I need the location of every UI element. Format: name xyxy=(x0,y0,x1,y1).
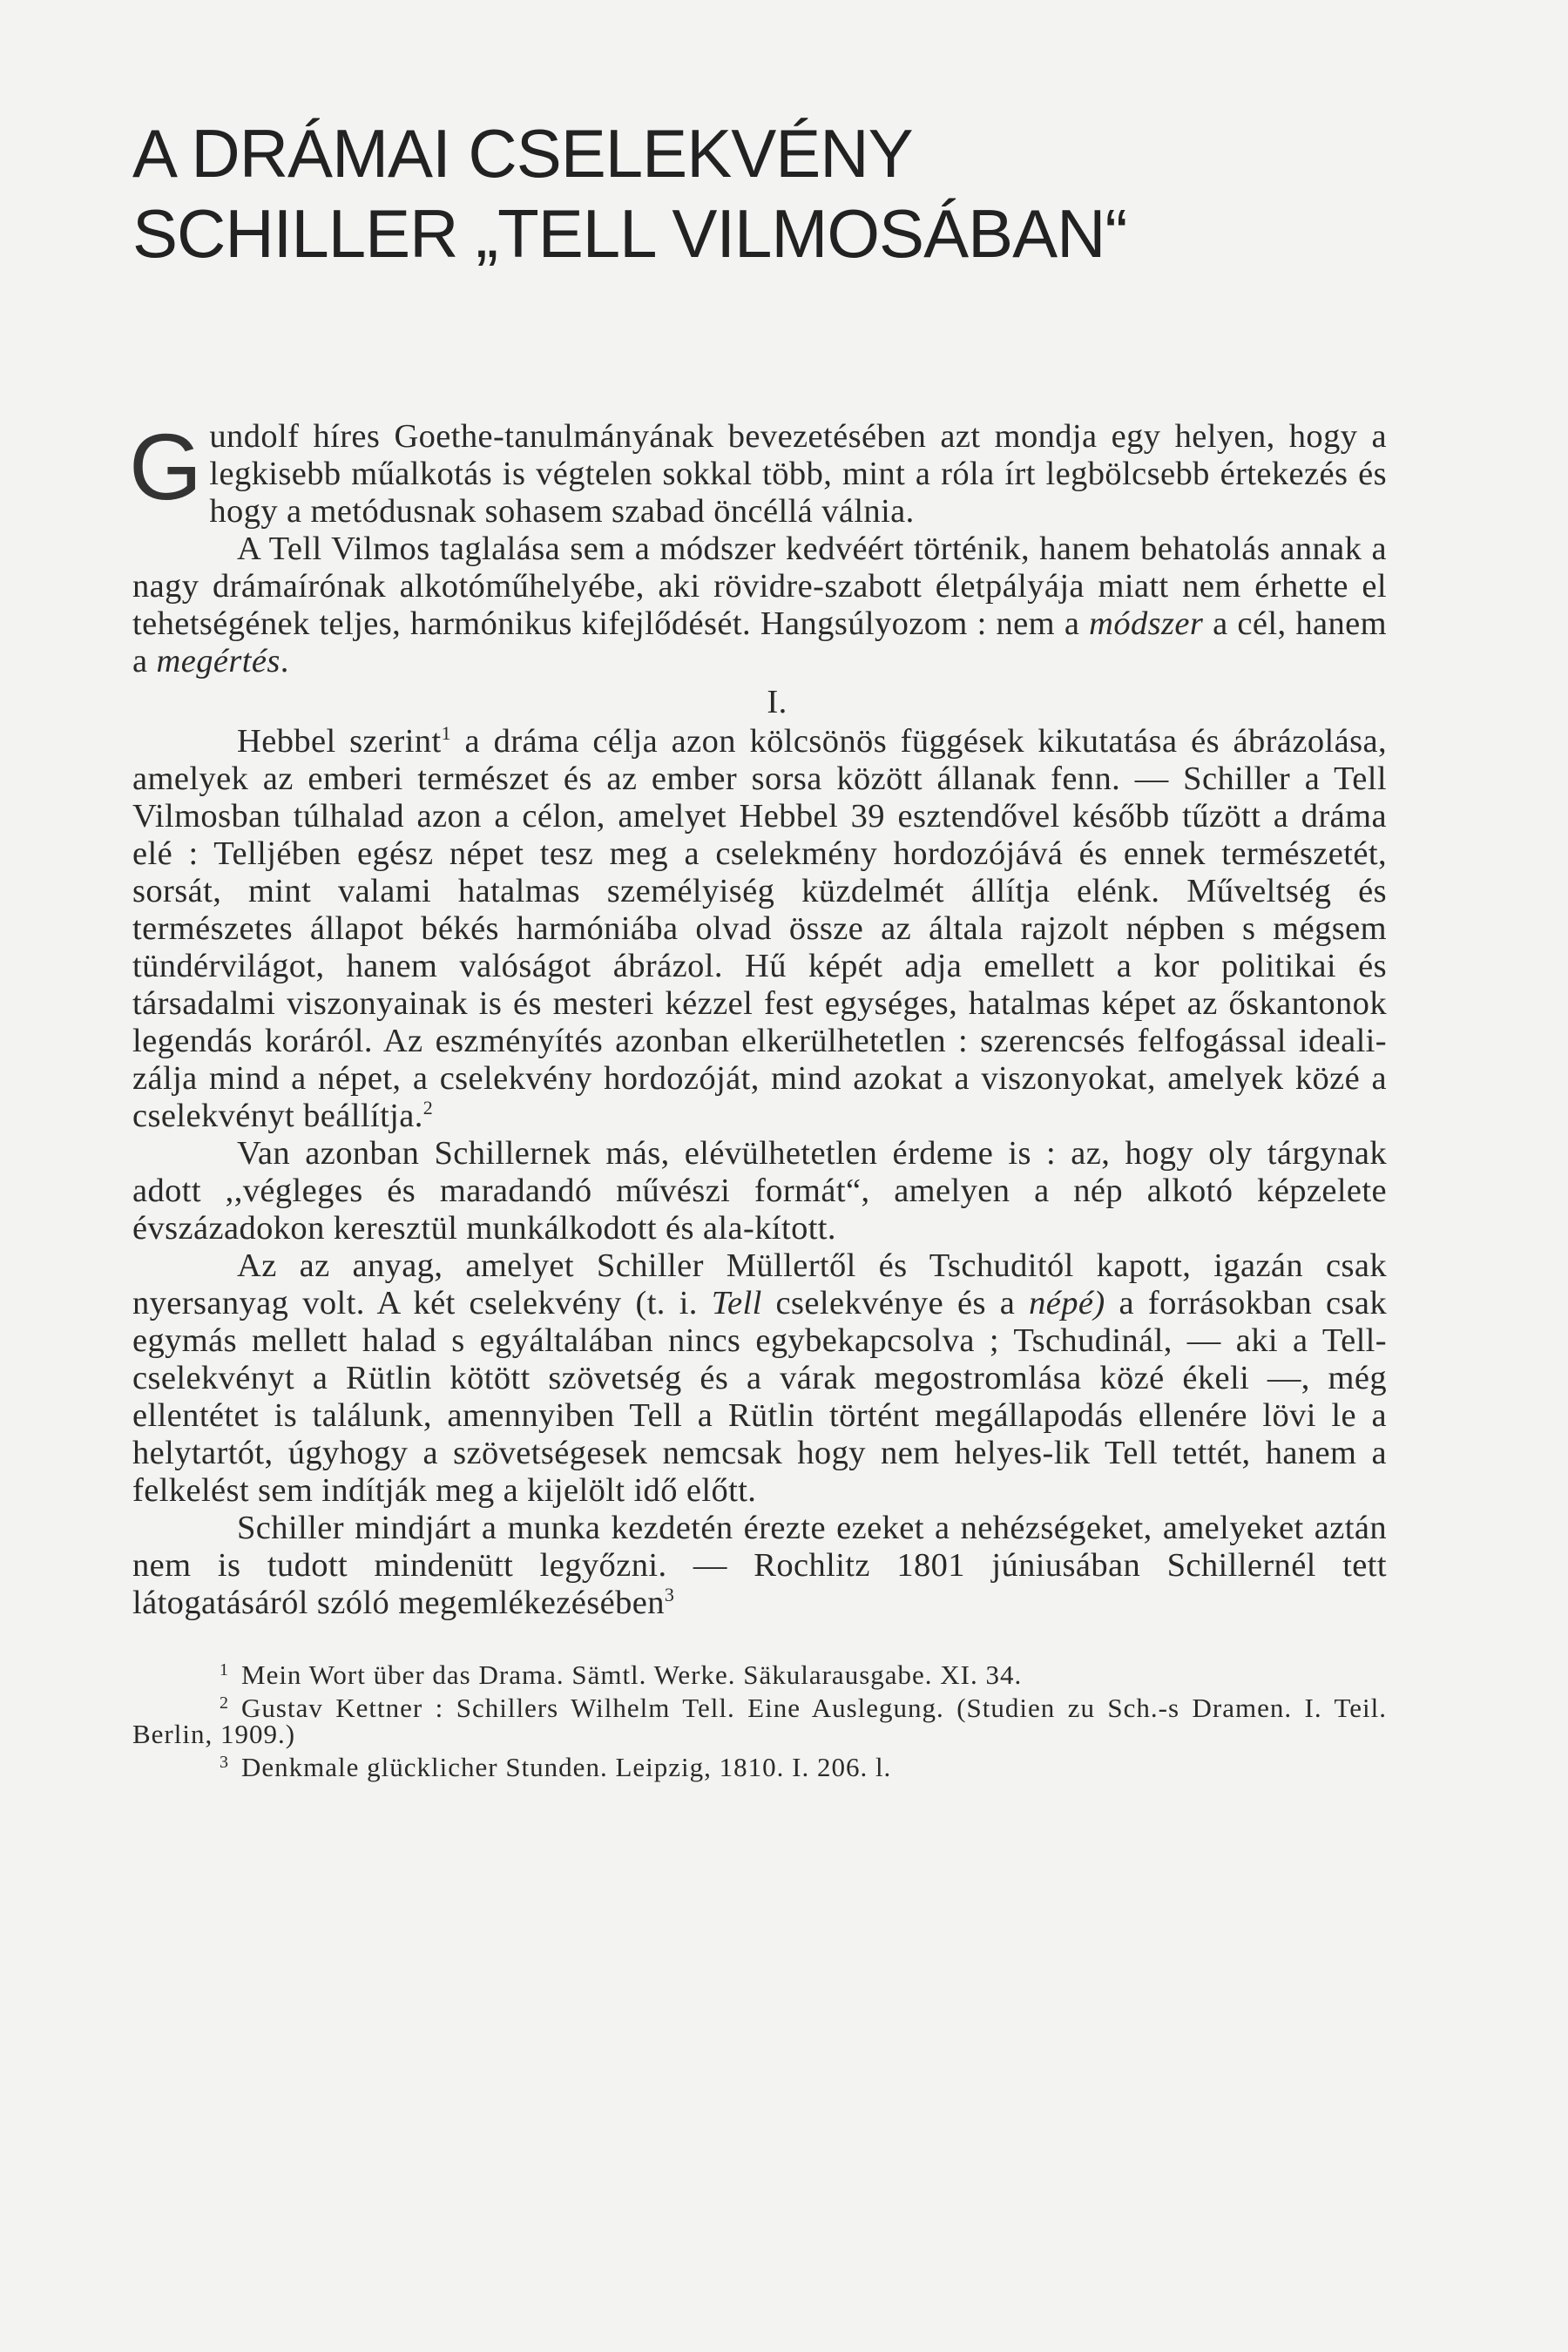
page xyxy=(129,113,1388,1782)
title-line-1: A DRÁMAI CSELEKVÉNY xyxy=(132,115,913,192)
text-run: Schiller mindjárt a munka kezdetén érezte ezeket a nehézségeket, amelyeket aztán nem is tudott mindenütt legyőzni. — Rochlitz 1801 júniusában Schillernél tett látogatásáról szóló megemlékezésében xyxy=(132,1510,1387,1621)
section-number: I. xyxy=(767,684,787,720)
footnote xyxy=(132,1690,1387,1747)
emphasis-text: Tell xyxy=(711,1285,762,1321)
paragraph-5 xyxy=(132,1247,1387,1510)
text-run: a cél, hanem a xyxy=(132,605,1387,679)
text-run: cselekvénye és a xyxy=(761,1285,1030,1321)
text-run: Az az anyag, amelyet Schiller Müllertől és Tschuditól kapott, igazán csak nyersanyag volt. A két cselekvény (t. i. xyxy=(132,1247,1387,1321)
text-run: . xyxy=(280,643,289,679)
footnote xyxy=(132,1657,1387,1688)
paragraph-4: Van azonban Schillernek más, elévülhetetlen érdeme is : az, hogy oly tárgynak adott ,,végleges és maradandó művészi formát“, amelyen a nép alkotó képzelete évszázadokon keresztül munkálkodott és ala-kított. xyxy=(132,1135,1387,1247)
paragraph-6 xyxy=(132,1510,1387,1622)
drop-cap: G xyxy=(129,414,203,519)
paragraph-intro-2 xyxy=(132,531,1387,680)
text-run: a forrásokban csak egymás mellett halad s egyáltalában nincs egybekapcsolva ; Tschudinál, — aki a Tell-cselekvényt a Rütlin kötött szövetség és a várak megostromlása közé ékeli —, még ellentétet is találunk, amennyiben Tell a Rütlin történt megállapodás ellenére lövi le a helytartót, úgyhogy a szövetségesek nemcsak hogy nem helyes-lik Tell tettét, hanem a felkelést sem indítják meg a kijelölt idő előtt. xyxy=(132,1285,1388,1509)
emphasis-text: népé) xyxy=(1029,1285,1105,1321)
emphasis-text: módszer xyxy=(1089,605,1204,642)
footnote-ref: 1 xyxy=(441,722,451,744)
footnote-text: Denkmale glücklicher Stunden. Leipzig, 1810. I. 206. l. xyxy=(241,1752,892,1782)
paragraph-3 xyxy=(132,723,1387,1135)
paragraph-intro-1 xyxy=(129,414,1387,531)
footnote xyxy=(132,1749,1387,1781)
footnote-mark: 2 xyxy=(220,1693,229,1713)
paragraph-text: undolf híres Goethe-tanulmányának bevezetésében azt mondja egy helyen, hogy a legkisebb műalkotás is végtelen sokkal több, mint a róla írt legbölcsebb értekezés és hogy a metódusnak sohasem szabad öncéllá válnia. xyxy=(209,418,1387,530)
footnote-ref: 3 xyxy=(664,1584,675,1605)
footnote-text: Gustav Kettner : Schillers Wilhelm Tell. Eine Auslegung. (Studien zu Sch.-s Dramen. I. Teil. Berlin, 1909.) xyxy=(132,1693,1387,1749)
footnote-mark: 1 xyxy=(220,1660,229,1680)
article-title xyxy=(132,113,1387,274)
text-run: A Tell Vilmos taglalása sem a módszer kedvéért történik, hanem behatolás annak a nagy drámaírónak alkotóműhelyébe, aki rövidre-szabott életpályája miatt nem érhette el tehetségének teljes, harmónikus kifejlődését. Hangsúlyozom : nem a xyxy=(132,531,1387,642)
footnotes xyxy=(132,1657,1387,1781)
article-body xyxy=(129,414,1388,1782)
title-line-2: SCHILLER „TELL VILMOSÁBAN“ xyxy=(132,195,1127,272)
emphasis-text: megértés xyxy=(156,643,280,679)
footnote-ref: 2 xyxy=(422,1097,434,1119)
footnote-mark: 3 xyxy=(220,1753,229,1772)
text-run: a dráma célja azon kölcsönös függések kikutatása és ábrázolása, amelyek az emberi természet és az ember sorsa között állanak fenn. — Schiller a Tell Vilmosban túlhalad azon a célon, amelyet Hebbel 39 esztendővel később tűzött a dráma elé : Telljében egész népet tesz meg a cselekmény hordozójává és ennek természetét, sorsát, mint valami hatalmas személyiség küzdelmét állítja elénk. Műveltség és természetes állapot békés harmóniába olvad össze az általa rajzolt népben s mégsem tündérvilágot, hanem valóságot ábrázol. Hű képét adja emellett a kor politikai és társadalmi viszonyainak is és mesteri kézzel fest egységes, hatalmas képet az őskantonok legendás koráról. Az eszményítés azonban elkerülhetetlen : szerencsés felfogással ideali-zálja mind a népet, a cselekvény hordozóját, mind azokat a viszonyokat, amelyek közé a cselekvényt beállítja. xyxy=(132,723,1387,1134)
footnote-text: Mein Wort über das Drama. Sämtl. Werke. Säkularausgabe. XI. 34. xyxy=(241,1659,1023,1690)
text-run: Hebbel szerint xyxy=(237,723,442,760)
